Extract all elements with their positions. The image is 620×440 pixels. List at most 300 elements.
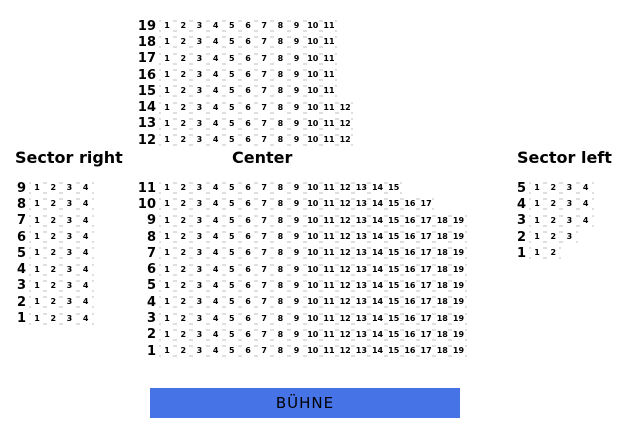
seat-center-r3-s10[interactable]: 10 [305, 313, 321, 325]
seat-sector-left-r5-s2[interactable]: 2 [545, 182, 561, 194]
seat-balcony-r14-s12[interactable]: 12 [337, 102, 353, 114]
seat-center-r1-s14[interactable]: 14 [369, 345, 385, 357]
seat-center-r3-s19[interactable]: 19 [450, 313, 466, 325]
seat-center-r4-s16[interactable]: 16 [402, 296, 418, 308]
seat-center-r11-s5[interactable]: 5 [224, 182, 240, 194]
seat-center-r2-s9[interactable]: 9 [289, 329, 305, 341]
seat-center-r10-s4[interactable]: 4 [208, 198, 224, 210]
seat-sector-right-r5-s4[interactable]: 4 [78, 247, 94, 259]
seat-balcony-r16-s8[interactable]: 8 [272, 69, 288, 81]
seat-balcony-r12-s5[interactable]: 5 [224, 134, 240, 146]
seat-balcony-r19-s7[interactable]: 7 [256, 20, 272, 32]
seat-center-r10-s17[interactable]: 17 [418, 198, 434, 210]
seat-balcony-r14-s5[interactable]: 5 [224, 102, 240, 114]
seat-balcony-r17-s3[interactable]: 3 [191, 53, 207, 65]
seat-center-r2-s3[interactable]: 3 [191, 329, 207, 341]
seat-center-r2-s4[interactable]: 4 [208, 329, 224, 341]
seat-center-r2-s16[interactable]: 16 [402, 329, 418, 341]
seat-center-r1-s7[interactable]: 7 [256, 345, 272, 357]
seat-balcony-r12-s1[interactable]: 1 [159, 134, 175, 146]
seat-balcony-r18-s3[interactable]: 3 [191, 36, 207, 48]
seat-balcony-r13-s9[interactable]: 9 [289, 118, 305, 130]
seat-balcony-r15-s8[interactable]: 8 [272, 85, 288, 97]
seat-balcony-r12-s10[interactable]: 10 [305, 134, 321, 146]
seat-balcony-r19-s4[interactable]: 4 [208, 20, 224, 32]
seat-sector-right-r8-s4[interactable]: 4 [78, 198, 94, 210]
seat-center-r7-s13[interactable]: 13 [353, 247, 369, 259]
seat-center-r10-s2[interactable]: 2 [175, 198, 191, 210]
seat-center-r6-s10[interactable]: 10 [305, 264, 321, 276]
seat-balcony-r19-s6[interactable]: 6 [240, 20, 256, 32]
seat-center-r8-s18[interactable]: 18 [434, 231, 450, 243]
seat-center-r6-s14[interactable]: 14 [369, 264, 385, 276]
seat-center-r9-s13[interactable]: 13 [353, 215, 369, 227]
seat-center-r11-s12[interactable]: 12 [337, 182, 353, 194]
seat-balcony-r17-s9[interactable]: 9 [289, 53, 305, 65]
seat-center-r3-s13[interactable]: 13 [353, 313, 369, 325]
seat-center-r4-s3[interactable]: 3 [191, 296, 207, 308]
seat-balcony-r16-s6[interactable]: 6 [240, 69, 256, 81]
seat-center-r7-s7[interactable]: 7 [256, 247, 272, 259]
seat-center-r4-s18[interactable]: 18 [434, 296, 450, 308]
seat-center-r8-s5[interactable]: 5 [224, 231, 240, 243]
seat-center-r11-s3[interactable]: 3 [191, 182, 207, 194]
seat-center-r3-s7[interactable]: 7 [256, 313, 272, 325]
seat-center-r1-s19[interactable]: 19 [450, 345, 466, 357]
seat-center-r6-s7[interactable]: 7 [256, 264, 272, 276]
seat-center-r5-s16[interactable]: 16 [402, 280, 418, 292]
seat-balcony-r12-s12[interactable]: 12 [337, 134, 353, 146]
seat-balcony-r14-s2[interactable]: 2 [175, 102, 191, 114]
seat-balcony-r13-s6[interactable]: 6 [240, 118, 256, 130]
seat-balcony-r14-s7[interactable]: 7 [256, 102, 272, 114]
seat-sector-right-r7-s2[interactable]: 2 [45, 215, 61, 227]
seat-center-r4-s14[interactable]: 14 [369, 296, 385, 308]
seat-sector-right-r1-s1[interactable]: 1 [29, 313, 45, 325]
seat-sector-right-r6-s2[interactable]: 2 [45, 231, 61, 243]
seat-balcony-r15-s5[interactable]: 5 [224, 85, 240, 97]
seat-balcony-r15-s9[interactable]: 9 [289, 85, 305, 97]
seat-sector-right-r7-s1[interactable]: 1 [29, 215, 45, 227]
seat-center-r9-s6[interactable]: 6 [240, 215, 256, 227]
seat-sector-right-r5-s3[interactable]: 3 [61, 247, 77, 259]
seat-sector-right-r3-s2[interactable]: 2 [45, 280, 61, 292]
seat-balcony-r13-s12[interactable]: 12 [337, 118, 353, 130]
seat-center-r8-s12[interactable]: 12 [337, 231, 353, 243]
seat-center-r5-s19[interactable]: 19 [450, 280, 466, 292]
seat-center-r6-s11[interactable]: 11 [321, 264, 337, 276]
seat-center-r5-s9[interactable]: 9 [289, 280, 305, 292]
seat-sector-left-r2-s2[interactable]: 2 [545, 231, 561, 243]
seat-center-r3-s2[interactable]: 2 [175, 313, 191, 325]
seat-center-r4-s4[interactable]: 4 [208, 296, 224, 308]
seat-center-r4-s11[interactable]: 11 [321, 296, 337, 308]
seat-center-r9-s15[interactable]: 15 [386, 215, 402, 227]
seat-balcony-r15-s7[interactable]: 7 [256, 85, 272, 97]
seat-center-r1-s4[interactable]: 4 [208, 345, 224, 357]
seat-balcony-r19-s10[interactable]: 10 [305, 20, 321, 32]
seat-center-r6-s13[interactable]: 13 [353, 264, 369, 276]
seat-balcony-r12-s4[interactable]: 4 [208, 134, 224, 146]
seat-center-r6-s6[interactable]: 6 [240, 264, 256, 276]
seat-center-r1-s6[interactable]: 6 [240, 345, 256, 357]
seat-center-r11-s7[interactable]: 7 [256, 182, 272, 194]
seat-center-r5-s18[interactable]: 18 [434, 280, 450, 292]
seat-center-r1-s2[interactable]: 2 [175, 345, 191, 357]
seat-balcony-r12-s8[interactable]: 8 [272, 134, 288, 146]
seat-balcony-r16-s2[interactable]: 2 [175, 69, 191, 81]
seat-center-r2-s17[interactable]: 17 [418, 329, 434, 341]
seat-center-r10-s13[interactable]: 13 [353, 198, 369, 210]
seat-balcony-r17-s5[interactable]: 5 [224, 53, 240, 65]
seat-center-r10-s9[interactable]: 9 [289, 198, 305, 210]
seat-balcony-r19-s1[interactable]: 1 [159, 20, 175, 32]
seat-center-r1-s9[interactable]: 9 [289, 345, 305, 357]
seat-sector-left-r5-s4[interactable]: 4 [578, 182, 594, 194]
seat-sector-right-r5-s1[interactable]: 1 [29, 247, 45, 259]
seat-center-r5-s8[interactable]: 8 [272, 280, 288, 292]
seat-center-r9-s19[interactable]: 19 [450, 215, 466, 227]
seat-sector-right-r2-s1[interactable]: 1 [29, 296, 45, 308]
seat-balcony-r14-s3[interactable]: 3 [191, 102, 207, 114]
seat-balcony-r17-s1[interactable]: 1 [159, 53, 175, 65]
seat-balcony-r15-s1[interactable]: 1 [159, 85, 175, 97]
seat-center-r1-s18[interactable]: 18 [434, 345, 450, 357]
seat-center-r6-s16[interactable]: 16 [402, 264, 418, 276]
seat-center-r7-s4[interactable]: 4 [208, 247, 224, 259]
seat-sector-left-r1-s1[interactable]: 1 [529, 247, 545, 259]
seat-sector-left-r5-s1[interactable]: 1 [529, 182, 545, 194]
seat-balcony-r17-s11[interactable]: 11 [321, 53, 337, 65]
seat-center-r8-s14[interactable]: 14 [369, 231, 385, 243]
seat-sector-right-r8-s3[interactable]: 3 [61, 198, 77, 210]
seat-center-r10-s8[interactable]: 8 [272, 198, 288, 210]
seat-balcony-r12-s7[interactable]: 7 [256, 134, 272, 146]
seat-balcony-r14-s11[interactable]: 11 [321, 102, 337, 114]
seat-balcony-r19-s9[interactable]: 9 [289, 20, 305, 32]
seat-sector-right-r6-s3[interactable]: 3 [61, 231, 77, 243]
seat-balcony-r15-s3[interactable]: 3 [191, 85, 207, 97]
seat-sector-right-r1-s2[interactable]: 2 [45, 313, 61, 325]
seat-balcony-r14-s10[interactable]: 10 [305, 102, 321, 114]
seat-center-r1-s8[interactable]: 8 [272, 345, 288, 357]
seat-balcony-r13-s4[interactable]: 4 [208, 118, 224, 130]
seat-center-r9-s8[interactable]: 8 [272, 215, 288, 227]
seat-balcony-r13-s2[interactable]: 2 [175, 118, 191, 130]
seat-balcony-r14-s4[interactable]: 4 [208, 102, 224, 114]
seat-balcony-r15-s6[interactable]: 6 [240, 85, 256, 97]
seat-center-r3-s11[interactable]: 11 [321, 313, 337, 325]
seat-balcony-r12-s2[interactable]: 2 [175, 134, 191, 146]
seat-sector-right-r9-s1[interactable]: 1 [29, 182, 45, 194]
seat-sector-right-r4-s2[interactable]: 2 [45, 264, 61, 276]
seat-center-r2-s11[interactable]: 11 [321, 329, 337, 341]
seat-center-r3-s17[interactable]: 17 [418, 313, 434, 325]
seat-balcony-r18-s11[interactable]: 11 [321, 36, 337, 48]
seat-center-r7-s1[interactable]: 1 [159, 247, 175, 259]
seat-balcony-r17-s2[interactable]: 2 [175, 53, 191, 65]
seat-balcony-r17-s8[interactable]: 8 [272, 53, 288, 65]
seat-center-r7-s16[interactable]: 16 [402, 247, 418, 259]
seat-center-r1-s11[interactable]: 11 [321, 345, 337, 357]
seat-sector-right-r4-s3[interactable]: 3 [61, 264, 77, 276]
seat-center-r8-s4[interactable]: 4 [208, 231, 224, 243]
seat-balcony-r18-s9[interactable]: 9 [289, 36, 305, 48]
seat-balcony-r18-s10[interactable]: 10 [305, 36, 321, 48]
seat-sector-right-r2-s2[interactable]: 2 [45, 296, 61, 308]
seat-sector-left-r4-s1[interactable]: 1 [529, 198, 545, 210]
seat-balcony-r19-s11[interactable]: 11 [321, 20, 337, 32]
seat-center-r9-s9[interactable]: 9 [289, 215, 305, 227]
seat-balcony-r13-s5[interactable]: 5 [224, 118, 240, 130]
seat-center-r8-s10[interactable]: 10 [305, 231, 321, 243]
seat-balcony-r16-s11[interactable]: 11 [321, 69, 337, 81]
seat-center-r9-s16[interactable]: 16 [402, 215, 418, 227]
seat-center-r1-s12[interactable]: 12 [337, 345, 353, 357]
seat-center-r7-s6[interactable]: 6 [240, 247, 256, 259]
seat-center-r9-s12[interactable]: 12 [337, 215, 353, 227]
seat-center-r3-s3[interactable]: 3 [191, 313, 207, 325]
seat-center-r4-s8[interactable]: 8 [272, 296, 288, 308]
seat-center-r1-s16[interactable]: 16 [402, 345, 418, 357]
seat-sector-right-r2-s3[interactable]: 3 [61, 296, 77, 308]
seat-balcony-r15-s4[interactable]: 4 [208, 85, 224, 97]
seat-sector-right-r4-s4[interactable]: 4 [78, 264, 94, 276]
seat-center-r8-s19[interactable]: 19 [450, 231, 466, 243]
seat-balcony-r16-s7[interactable]: 7 [256, 69, 272, 81]
seat-center-r11-s8[interactable]: 8 [272, 182, 288, 194]
seat-sector-left-r4-s4[interactable]: 4 [578, 198, 594, 210]
seat-center-r6-s2[interactable]: 2 [175, 264, 191, 276]
seat-center-r8-s3[interactable]: 3 [191, 231, 207, 243]
seat-balcony-r14-s6[interactable]: 6 [240, 102, 256, 114]
seat-balcony-r18-s5[interactable]: 5 [224, 36, 240, 48]
seat-center-r5-s15[interactable]: 15 [386, 280, 402, 292]
seat-center-r5-s2[interactable]: 2 [175, 280, 191, 292]
seat-center-r4-s5[interactable]: 5 [224, 296, 240, 308]
seat-sector-right-r1-s3[interactable]: 3 [61, 313, 77, 325]
seat-center-r8-s1[interactable]: 1 [159, 231, 175, 243]
seat-center-r4-s6[interactable]: 6 [240, 296, 256, 308]
seat-center-r10-s7[interactable]: 7 [256, 198, 272, 210]
seat-sector-left-r4-s3[interactable]: 3 [561, 198, 577, 210]
seat-balcony-r16-s5[interactable]: 5 [224, 69, 240, 81]
seat-sector-left-r2-s3[interactable]: 3 [561, 231, 577, 243]
seat-center-r3-s12[interactable]: 12 [337, 313, 353, 325]
seat-balcony-r19-s2[interactable]: 2 [175, 20, 191, 32]
seat-center-r5-s12[interactable]: 12 [337, 280, 353, 292]
seat-center-r5-s1[interactable]: 1 [159, 280, 175, 292]
seat-center-r9-s4[interactable]: 4 [208, 215, 224, 227]
seat-center-r3-s4[interactable]: 4 [208, 313, 224, 325]
seat-sector-right-r3-s4[interactable]: 4 [78, 280, 94, 292]
seat-center-r11-s9[interactable]: 9 [289, 182, 305, 194]
seat-balcony-r15-s10[interactable]: 10 [305, 85, 321, 97]
seat-center-r7-s10[interactable]: 10 [305, 247, 321, 259]
seat-center-r4-s9[interactable]: 9 [289, 296, 305, 308]
seat-center-r7-s19[interactable]: 19 [450, 247, 466, 259]
seat-center-r11-s14[interactable]: 14 [369, 182, 385, 194]
seat-balcony-r16-s10[interactable]: 10 [305, 69, 321, 81]
seat-center-r4-s19[interactable]: 19 [450, 296, 466, 308]
seat-center-r10-s16[interactable]: 16 [402, 198, 418, 210]
seat-center-r5-s11[interactable]: 11 [321, 280, 337, 292]
seat-center-r10-s12[interactable]: 12 [337, 198, 353, 210]
seat-center-r5-s5[interactable]: 5 [224, 280, 240, 292]
seat-balcony-r18-s1[interactable]: 1 [159, 36, 175, 48]
seat-balcony-r19-s5[interactable]: 5 [224, 20, 240, 32]
seat-center-r3-s9[interactable]: 9 [289, 313, 305, 325]
seat-sector-right-r8-s1[interactable]: 1 [29, 198, 45, 210]
seat-center-r7-s11[interactable]: 11 [321, 247, 337, 259]
seat-balcony-r14-s9[interactable]: 9 [289, 102, 305, 114]
seat-center-r4-s7[interactable]: 7 [256, 296, 272, 308]
seat-center-r7-s17[interactable]: 17 [418, 247, 434, 259]
seat-center-r2-s13[interactable]: 13 [353, 329, 369, 341]
seat-center-r3-s1[interactable]: 1 [159, 313, 175, 325]
seat-sector-right-r7-s3[interactable]: 3 [61, 215, 77, 227]
seat-balcony-r18-s6[interactable]: 6 [240, 36, 256, 48]
seat-center-r6-s3[interactable]: 3 [191, 264, 207, 276]
seat-sector-right-r8-s2[interactable]: 2 [45, 198, 61, 210]
seat-center-r9-s14[interactable]: 14 [369, 215, 385, 227]
seat-center-r2-s1[interactable]: 1 [159, 329, 175, 341]
seat-sector-left-r5-s3[interactable]: 3 [561, 182, 577, 194]
seat-center-r10-s14[interactable]: 14 [369, 198, 385, 210]
seat-center-r6-s1[interactable]: 1 [159, 264, 175, 276]
seat-center-r8-s15[interactable]: 15 [386, 231, 402, 243]
seat-center-r4-s2[interactable]: 2 [175, 296, 191, 308]
seat-center-r8-s8[interactable]: 8 [272, 231, 288, 243]
seat-center-r7-s12[interactable]: 12 [337, 247, 353, 259]
seat-center-r1-s1[interactable]: 1 [159, 345, 175, 357]
seat-center-r10-s6[interactable]: 6 [240, 198, 256, 210]
seat-center-r8-s2[interactable]: 2 [175, 231, 191, 243]
seat-center-r8-s13[interactable]: 13 [353, 231, 369, 243]
seat-balcony-r13-s8[interactable]: 8 [272, 118, 288, 130]
seat-center-r11-s2[interactable]: 2 [175, 182, 191, 194]
seat-balcony-r16-s3[interactable]: 3 [191, 69, 207, 81]
seat-balcony-r13-s3[interactable]: 3 [191, 118, 207, 130]
seat-center-r3-s6[interactable]: 6 [240, 313, 256, 325]
seat-sector-right-r4-s1[interactable]: 1 [29, 264, 45, 276]
seat-center-r11-s10[interactable]: 10 [305, 182, 321, 194]
seat-sector-left-r1-s2[interactable]: 2 [545, 247, 561, 259]
seat-center-r7-s14[interactable]: 14 [369, 247, 385, 259]
seat-balcony-r17-s10[interactable]: 10 [305, 53, 321, 65]
seat-balcony-r18-s2[interactable]: 2 [175, 36, 191, 48]
seat-center-r8-s9[interactable]: 9 [289, 231, 305, 243]
seat-center-r6-s9[interactable]: 9 [289, 264, 305, 276]
seat-balcony-r12-s6[interactable]: 6 [240, 134, 256, 146]
seat-center-r6-s19[interactable]: 19 [450, 264, 466, 276]
seat-balcony-r16-s1[interactable]: 1 [159, 69, 175, 81]
seat-center-r3-s14[interactable]: 14 [369, 313, 385, 325]
seat-sector-right-r6-s1[interactable]: 1 [29, 231, 45, 243]
seat-balcony-r13-s10[interactable]: 10 [305, 118, 321, 130]
seat-center-r4-s15[interactable]: 15 [386, 296, 402, 308]
seat-sector-right-r9-s2[interactable]: 2 [45, 182, 61, 194]
seat-sector-right-r3-s3[interactable]: 3 [61, 280, 77, 292]
seat-center-r4-s12[interactable]: 12 [337, 296, 353, 308]
seat-center-r5-s7[interactable]: 7 [256, 280, 272, 292]
seat-balcony-r13-s1[interactable]: 1 [159, 118, 175, 130]
seat-center-r9-s17[interactable]: 17 [418, 215, 434, 227]
seat-balcony-r19-s8[interactable]: 8 [272, 20, 288, 32]
seat-balcony-r12-s3[interactable]: 3 [191, 134, 207, 146]
seat-balcony-r13-s7[interactable]: 7 [256, 118, 272, 130]
seat-center-r9-s11[interactable]: 11 [321, 215, 337, 227]
seat-center-r5-s14[interactable]: 14 [369, 280, 385, 292]
seat-center-r10-s1[interactable]: 1 [159, 198, 175, 210]
seat-balcony-r18-s4[interactable]: 4 [208, 36, 224, 48]
seat-balcony-r14-s1[interactable]: 1 [159, 102, 175, 114]
seat-sector-left-r4-s2[interactable]: 2 [545, 198, 561, 210]
seat-center-r9-s2[interactable]: 2 [175, 215, 191, 227]
seat-center-r11-s11[interactable]: 11 [321, 182, 337, 194]
seat-balcony-r15-s2[interactable]: 2 [175, 85, 191, 97]
seat-center-r2-s5[interactable]: 5 [224, 329, 240, 341]
seat-center-r5-s10[interactable]: 10 [305, 280, 321, 292]
seat-balcony-r18-s8[interactable]: 8 [272, 36, 288, 48]
seat-center-r11-s15[interactable]: 15 [386, 182, 402, 194]
seat-center-r2-s8[interactable]: 8 [272, 329, 288, 341]
seat-center-r9-s1[interactable]: 1 [159, 215, 175, 227]
seat-center-r8-s17[interactable]: 17 [418, 231, 434, 243]
seat-sector-right-r3-s1[interactable]: 1 [29, 280, 45, 292]
seat-balcony-r13-s11[interactable]: 11 [321, 118, 337, 130]
seat-center-r1-s10[interactable]: 10 [305, 345, 321, 357]
seat-center-r2-s15[interactable]: 15 [386, 329, 402, 341]
seat-center-r5-s3[interactable]: 3 [191, 280, 207, 292]
seat-center-r6-s4[interactable]: 4 [208, 264, 224, 276]
seat-center-r2-s18[interactable]: 18 [434, 329, 450, 341]
seat-sector-right-r9-s3[interactable]: 3 [61, 182, 77, 194]
seat-center-r9-s7[interactable]: 7 [256, 215, 272, 227]
seat-center-r6-s18[interactable]: 18 [434, 264, 450, 276]
seat-sector-left-r3-s1[interactable]: 1 [529, 215, 545, 227]
seat-center-r4-s10[interactable]: 10 [305, 296, 321, 308]
seat-center-r9-s18[interactable]: 18 [434, 215, 450, 227]
seat-center-r7-s5[interactable]: 5 [224, 247, 240, 259]
seat-balcony-r16-s9[interactable]: 9 [289, 69, 305, 81]
seat-center-r9-s5[interactable]: 5 [224, 215, 240, 227]
seat-center-r2-s19[interactable]: 19 [450, 329, 466, 341]
seat-center-r5-s4[interactable]: 4 [208, 280, 224, 292]
seat-center-r10-s10[interactable]: 10 [305, 198, 321, 210]
seat-center-r3-s15[interactable]: 15 [386, 313, 402, 325]
seat-center-r4-s1[interactable]: 1 [159, 296, 175, 308]
seat-center-r6-s8[interactable]: 8 [272, 264, 288, 276]
seat-sector-right-r2-s4[interactable]: 4 [78, 296, 94, 308]
seat-sector-right-r7-s4[interactable]: 4 [78, 215, 94, 227]
seat-center-r1-s17[interactable]: 17 [418, 345, 434, 357]
seat-balcony-r12-s11[interactable]: 11 [321, 134, 337, 146]
seat-center-r6-s12[interactable]: 12 [337, 264, 353, 276]
seat-center-r11-s6[interactable]: 6 [240, 182, 256, 194]
seat-sector-right-r6-s4[interactable]: 4 [78, 231, 94, 243]
seat-center-r2-s6[interactable]: 6 [240, 329, 256, 341]
seat-balcony-r17-s6[interactable]: 6 [240, 53, 256, 65]
seat-center-r2-s2[interactable]: 2 [175, 329, 191, 341]
seat-center-r10-s11[interactable]: 11 [321, 198, 337, 210]
seat-sector-right-r5-s2[interactable]: 2 [45, 247, 61, 259]
seat-center-r7-s2[interactable]: 2 [175, 247, 191, 259]
seat-center-r3-s18[interactable]: 18 [434, 313, 450, 325]
seat-center-r5-s17[interactable]: 17 [418, 280, 434, 292]
seat-center-r5-s13[interactable]: 13 [353, 280, 369, 292]
seat-center-r7-s15[interactable]: 15 [386, 247, 402, 259]
